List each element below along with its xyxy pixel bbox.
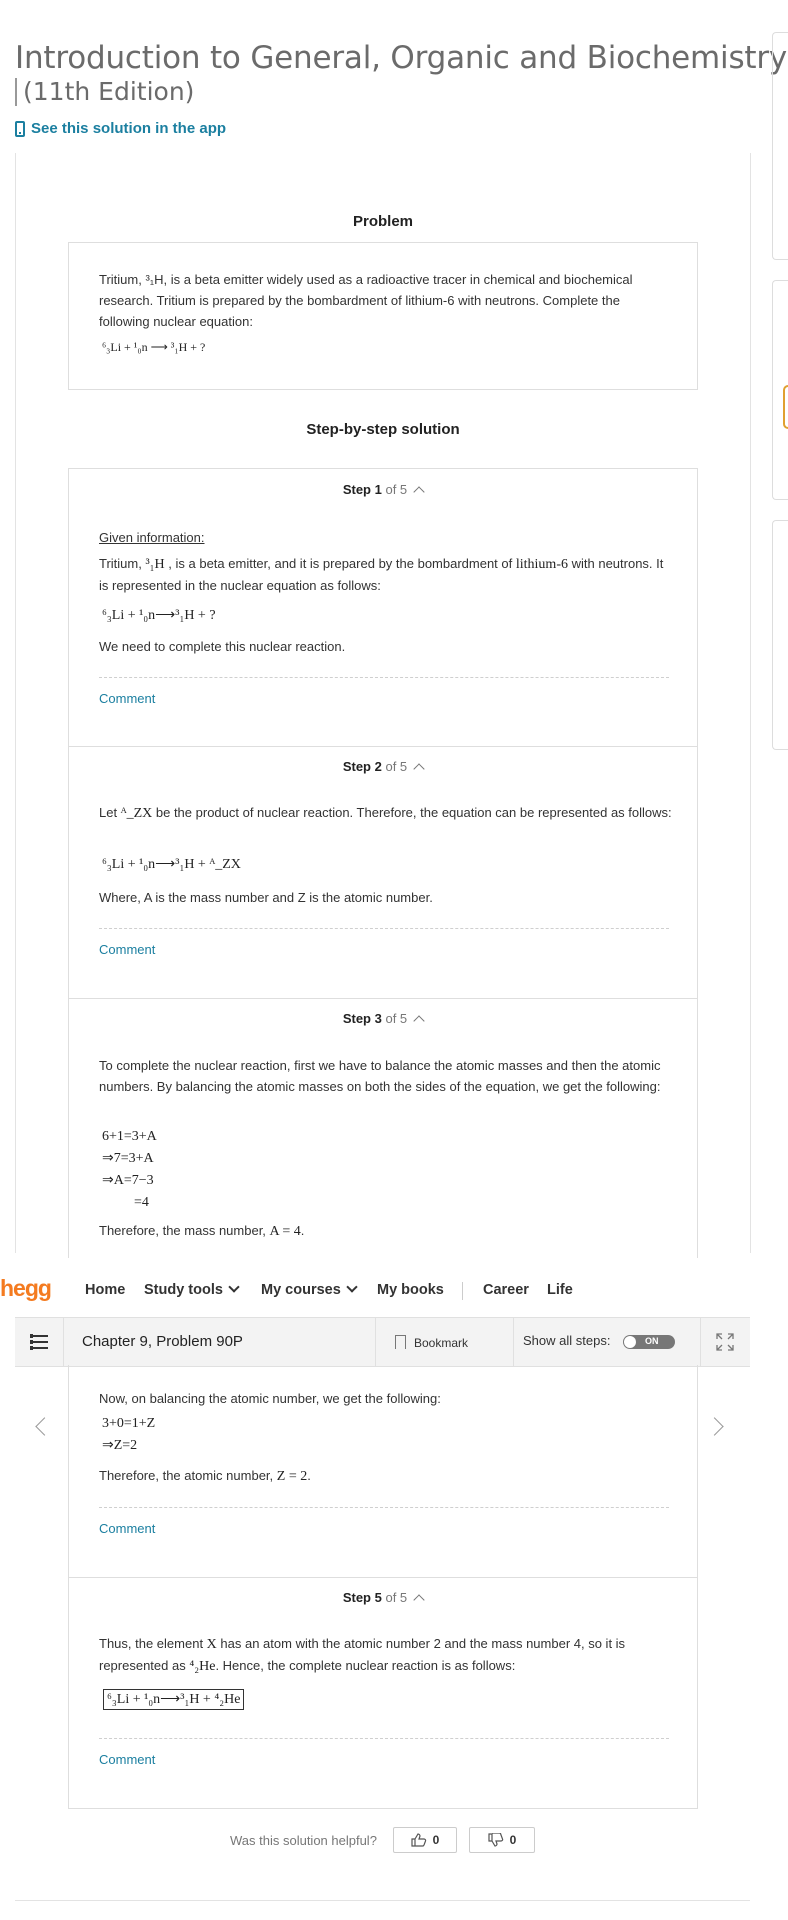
step-3-header[interactable]	[69, 1011, 697, 1026]
step-count: of 5	[385, 1011, 408, 1026]
atomic-number-value: Z = 2	[276, 1469, 308, 1484]
step-2-conclusion: Where, A is the mass number and Z is the atomic number.	[99, 890, 433, 905]
text: Thus, the element	[99, 1636, 207, 1651]
problem-heading: Problem	[352, 213, 413, 230]
thumbs-down-button[interactable]	[469, 1827, 535, 1853]
list-icon[interactable]	[30, 1334, 48, 1350]
text: Let	[99, 805, 121, 820]
step-4-conclusion	[99, 1465, 311, 1487]
toggle-knob	[624, 1336, 636, 1348]
toolbar-divider	[375, 1318, 376, 1366]
nav-my-books[interactable]: My books	[377, 1282, 444, 1298]
see-in-app-label: See this solution in the app	[31, 120, 227, 137]
comment-link[interactable]: Comment	[99, 691, 156, 706]
step-count: of 5	[385, 1590, 408, 1605]
bookmark-button[interactable]	[395, 1333, 468, 1350]
bookmark-icon	[395, 1335, 406, 1349]
toolbar-divider	[63, 1318, 64, 1366]
problem-text: Tritium, ³₁H, is a beta emitter widely used as a radioactive tracer in chemical and biochemical research. Tritium is prepared by the bombardment of lithium-6 with neutrons. Complete the following nuclear equation:	[99, 272, 633, 329]
see-in-app-link[interactable]	[15, 120, 226, 137]
problem-box	[68, 242, 698, 390]
step-label: Step 1	[342, 482, 382, 497]
chapter-title: Chapter 9, Problem 90P	[82, 1333, 243, 1350]
show-all-steps-label: Show all steps:	[523, 1333, 611, 1348]
book-title: Introduction to General, Organic and Biochemistry	[15, 40, 788, 76]
step-5-header[interactable]	[69, 1590, 697, 1605]
final-equation: ⁶₃Li + ¹₀n⟶³₁H + ⁴₂He	[103, 1689, 244, 1710]
step-label: Step 2	[342, 759, 382, 774]
step-3-conclusion	[99, 1220, 304, 1242]
step-5	[68, 1577, 698, 1809]
chevron-up-icon[interactable]	[413, 1594, 424, 1605]
text: Therefore, the atomic number,	[99, 1468, 277, 1483]
atomic-balance-equations	[102, 1413, 155, 1457]
comment-link[interactable]: Comment	[99, 1752, 156, 1767]
helium-symbol: ⁴₂He	[189, 1659, 216, 1674]
text: . Hence, the complete nuclear reaction is as follows:	[215, 1658, 516, 1673]
equation-line: ⇒Z=2	[102, 1438, 138, 1453]
mass-balance-equations	[102, 1126, 157, 1214]
equation-line: =4	[134, 1195, 149, 1210]
text: Therefore, the mass number,	[99, 1223, 270, 1238]
chevron-up-icon[interactable]	[413, 763, 424, 774]
solution-heading: Step-by-step solution	[306, 421, 460, 438]
nav-label: My courses	[261, 1282, 341, 1298]
expand-icon[interactable]	[715, 1332, 735, 1352]
step-1-text	[99, 553, 674, 596]
text: .	[300, 1223, 305, 1238]
chevron-up-icon[interactable]	[413, 486, 424, 497]
product-symbol: ᴬ_ZX	[120, 806, 153, 821]
content-border-right	[750, 153, 751, 1253]
nav-study-tools[interactable]	[144, 1282, 238, 1298]
side-panel-card	[772, 520, 788, 750]
divider	[99, 1507, 669, 1508]
nav-divider	[462, 1282, 463, 1300]
text: be the product of nuclear reaction. Therefore, the equation can be represented as follows:	[152, 805, 672, 820]
text: with neutrons. It is represented in the nuclear equation as follows:	[99, 556, 664, 593]
text: , is a beta emitter, and it is prepared by the bombardment of	[164, 556, 516, 571]
nav-label: Study tools	[144, 1282, 223, 1298]
problem-equation: ⁶₃Li + ¹₀n ⟶ ³₁H + ?	[102, 340, 206, 354]
text: Tritium,	[99, 556, 146, 571]
thumbs-down-icon	[488, 1833, 504, 1847]
book-edition: (11th Edition)	[15, 78, 194, 106]
toggle-label: ON	[645, 1336, 659, 1346]
step-label: Step 5	[342, 1590, 382, 1605]
step-3-text: To complete the nuclear reaction, first we have to balance the atomic masses and then the atomic numbers. By balancing the atomic masses on both the sides of the equation, we get the following:	[99, 1058, 661, 1094]
equation-line: 6+1=3+A	[102, 1129, 157, 1144]
step-2-equation: ⁶₃Li + ¹₀n⟶³₁H + ᴬ_ZX	[102, 857, 241, 872]
step-2-text	[99, 802, 674, 824]
chevron-up-icon[interactable]	[413, 1015, 424, 1026]
helpful-question: Was this solution helpful?	[230, 1833, 377, 1848]
element-symbol: X	[206, 1637, 217, 1652]
step-count: of 5	[385, 759, 408, 774]
step-1-conclusion: We need to complete this nuclear reaction.	[99, 639, 346, 654]
step-3	[68, 998, 698, 1258]
step-4	[68, 1365, 698, 1577]
content-border-bottom	[15, 1900, 750, 1901]
step-1-equation: ⁶₃Li + ¹₀n⟶³₁H + ?	[102, 608, 216, 623]
previous-arrow-icon[interactable]	[35, 1417, 53, 1435]
step-5-text	[99, 1633, 674, 1677]
step-2	[68, 746, 698, 998]
toolbar-divider	[700, 1318, 701, 1366]
divider	[99, 1738, 669, 1739]
lithium-label: lithium-6	[515, 557, 568, 572]
content-border-left	[15, 153, 16, 1253]
text: .	[307, 1468, 311, 1483]
step-1	[68, 468, 698, 746]
phone-icon	[15, 121, 25, 137]
step-2-header[interactable]	[69, 759, 697, 774]
comment-link[interactable]: Comment	[99, 1521, 156, 1536]
tritium-symbol: ³₁H	[145, 557, 165, 572]
solution-toolbar	[15, 1317, 750, 1367]
equation-line: ⇒7=3+A	[102, 1151, 154, 1166]
top-nav	[0, 1270, 788, 1310]
show-all-steps-toggle[interactable]	[623, 1335, 675, 1349]
thumbs-up-count: 0	[432, 1833, 440, 1847]
thumbs-down-count: 0	[509, 1833, 517, 1847]
divider	[99, 677, 669, 678]
chegg-logo[interactable]: hegg	[0, 1275, 51, 1301]
nav-life[interactable]: Life	[547, 1282, 573, 1298]
next-arrow-icon[interactable]	[705, 1417, 723, 1435]
step-1-header[interactable]	[69, 482, 697, 497]
side-panel-card	[772, 280, 788, 500]
mass-number-value: A = 4	[269, 1224, 301, 1239]
side-panel-card	[772, 32, 788, 260]
step-count: of 5	[385, 482, 408, 497]
nav-career[interactable]: Career	[483, 1282, 529, 1298]
text: has an atom with the atomic number 2 and the mass number 4, so it is represented as	[99, 1636, 626, 1673]
chevron-down-icon	[228, 1281, 239, 1292]
nav-home[interactable]: Home	[85, 1282, 126, 1298]
comment-link[interactable]: Comment	[99, 942, 156, 957]
thumbs-up-icon	[411, 1833, 427, 1847]
thumbs-up-button[interactable]	[393, 1827, 457, 1853]
chevron-down-icon	[346, 1281, 357, 1292]
step-4-text: Now, on balancing the atomic number, we get the following:	[99, 1391, 441, 1406]
toolbar-divider	[513, 1318, 514, 1366]
side-panel-highlight	[783, 385, 788, 429]
equation-line: 3+0=1+Z	[102, 1416, 156, 1431]
equation-line: ⇒A=7−3	[102, 1173, 154, 1188]
divider	[99, 928, 669, 929]
nav-my-courses[interactable]	[261, 1282, 356, 1298]
step-label: Step 3	[342, 1011, 382, 1026]
given-info-heading: Given information:	[99, 530, 205, 545]
bookmark-label: Bookmark	[414, 1336, 469, 1350]
